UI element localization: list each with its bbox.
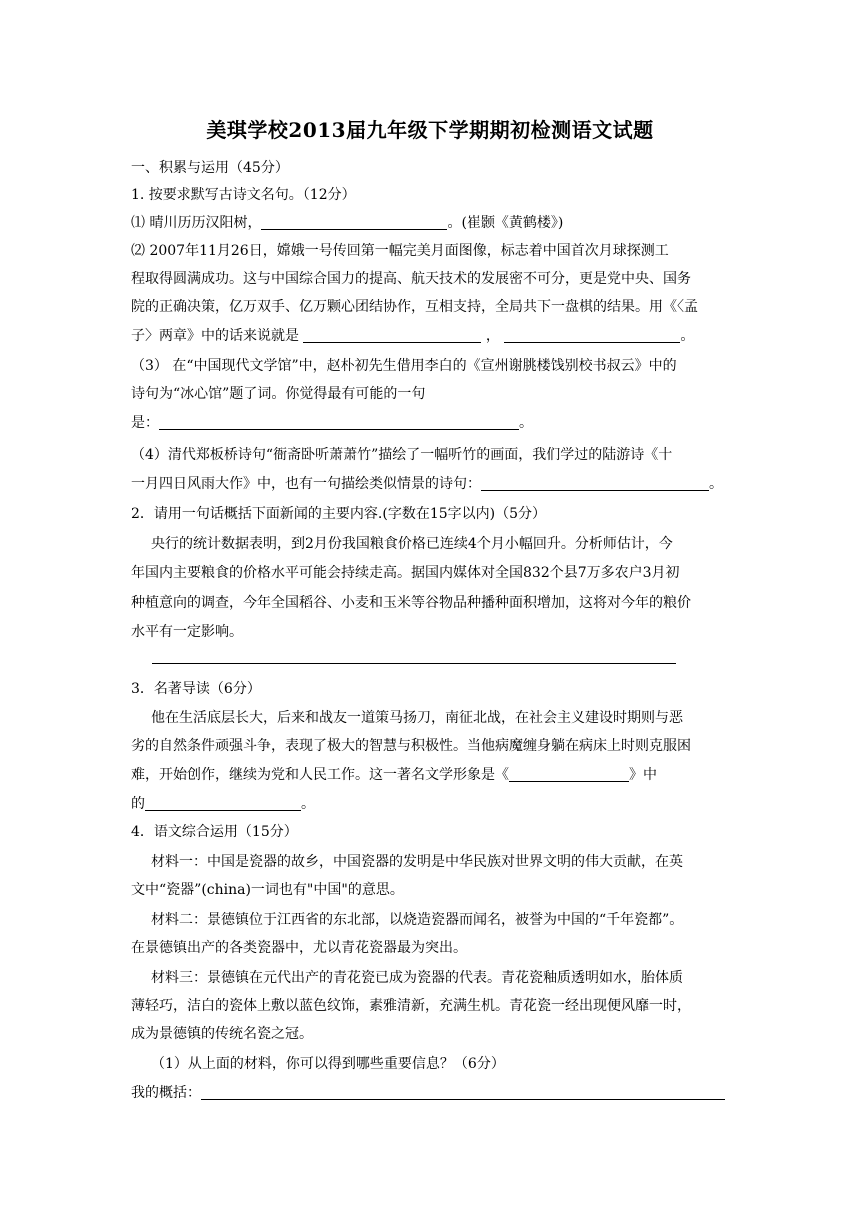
q1-part4-line2: [131, 474, 731, 494]
q2-passage-line4: 水平有一定影响。: [131, 624, 243, 640]
q1-part2-line3: 院的正确决策，亿万双手、亿万颗心团结协作，互相支持，全局共下一盘棋的结果。用《〈孟: [131, 299, 698, 315]
q1-part3-prompt: 是：: [131, 415, 159, 431]
q4-material3-line3: 成为景德镇的传统名瓷之冠。: [131, 1026, 313, 1042]
q3-prompt-end: 》中: [629, 767, 657, 783]
q2-passage-line2: 年国内主要粮食的价格水平可能会持续走高。据国内媒体对全国832个县7万多农户3月初: [131, 565, 680, 581]
answer-blank[interactable]: [145, 796, 301, 811]
q1-part2-line2: 程取得圆满成功。这与中国综合国力的提高、航天技术的发展密不可分，更是党中央、国务: [131, 271, 691, 287]
q4-material1-line1: 材料一：中国是瓷器的故乡，中国瓷器的发明是中华民族对世界文明的伟大贡献，在英: [151, 854, 683, 870]
period-text: 。: [301, 796, 315, 812]
q2-passage-line3: 种植意向的调查，今年全国稻谷、小麦和玉米等谷物品种播种面积增加，这将对今年的粮价: [131, 595, 691, 611]
summary-label: 我的概括：: [131, 1085, 201, 1101]
q3-passage-line4: [131, 794, 731, 814]
answer-blank[interactable]: [303, 328, 481, 343]
answer-blank[interactable]: [159, 415, 519, 430]
q3-prompt: 难，开始创作，继续为党和人民工作。这一著名文学形象是《: [131, 767, 509, 783]
answer-blank[interactable]: [481, 476, 709, 491]
q3-passage-line3: [131, 765, 731, 785]
q1-part3-line1: （3） 在“中国现代文学馆”中，赵朴初先生借用李白的《宣州谢朓楼饯别校书叔云》中的: [131, 358, 677, 374]
answer-blank[interactable]: [261, 215, 447, 230]
period-text: 。: [519, 415, 533, 431]
q3-heading: 3．名著导读（6分）: [131, 681, 261, 697]
q4-material2-line1: 材料二：景德镇位于江西省的东北部，以烧造瓷器而闻名，被誉为中国的“千年瓷都”。: [151, 912, 684, 928]
period-text: 。: [709, 476, 723, 492]
summary-answer-line[interactable]: [201, 1085, 725, 1100]
q4-heading: 4．语文综合运用（15分）: [131, 824, 298, 840]
q3-passage-line2: 劣的自然条件顽强斗争，表现了极大的智慧与积极性。当他病魔缠身躺在病床上时则克服困: [131, 738, 691, 754]
page-title: 美琪学校2013届九年级下学期期初检测语文试题: [206, 118, 654, 142]
q1-heading: 1. 按要求默写古诗文名句。（12分）: [131, 187, 356, 203]
comma-text: ，: [485, 328, 500, 344]
q1-part4-line1: （4）清代郑板桥诗句“衙斋卧听萧萧竹”描绘了一幅听竹的画面，我们学过的陆游诗《十: [131, 447, 673, 463]
q4-material1-line2: 文中“瓷器”(china)一词也有"中国"的意思。: [131, 882, 404, 898]
q4-summary-row: [131, 1083, 731, 1103]
q2-passage-line1: 央行的统计数据表明，到2月份我国粮食价格已连续4个月小幅回升。分析师估计，今: [151, 536, 673, 552]
q4-material3-line1: 材料三：景德镇在元代出产的青花瓷已成为瓷器的代表。青花瓷釉质透明如水，胎体质: [151, 970, 683, 986]
q2-answer-line[interactable]: [152, 663, 676, 664]
q3-prompt-2: 的: [131, 796, 145, 812]
q4-material2-line2: 在景德镇出产的各类瓷器中，尤以青花瓷器最为突出。: [131, 940, 467, 956]
q4-material3-line2: 薄轻巧，洁白的瓷体上敷以蓝色纹饰，素雅清新，充满生机。青花瓷一经出现便风靡一时，: [131, 998, 691, 1014]
q1-part3-line2: 诗句为“冰心馆”题了词。你觉得最有可能的一句: [131, 386, 426, 402]
q1-part2-prompt: 子〉两章》中的话来说就是: [131, 328, 299, 344]
q1-part3-line3: [131, 413, 731, 433]
q2-heading: 2．请用一句话概括下面新闻的主要内容.(字数在15字以内)（5分）: [131, 506, 547, 522]
answer-blank[interactable]: [504, 328, 680, 343]
q3-passage-line1: 他在生活底层长大，后来和战友一道策马扬刀，南征北战，在社会主义建设时期则与恶: [151, 710, 683, 726]
period-text: 。: [680, 328, 695, 344]
section-heading: 一、积累与运用（45分）: [131, 160, 289, 176]
q1-part2-line1: ⑵ 2007年11月26日，嫦娥一号传回第一幅完美月面图像，标志着中国首次月球探测工: [131, 243, 669, 259]
q4-subquestion1: （1）从上面的材料，你可以得到哪些重要信息？（6分）: [151, 1056, 505, 1072]
q1-part2-line4: [131, 326, 731, 346]
answer-blank[interactable]: [509, 767, 629, 782]
q1-part1: [131, 213, 731, 233]
q1-part4-prompt: 一月四日风雨大作》中，也有一句描绘类似情景的诗句：: [131, 476, 481, 492]
q1-part1-source: 。(崔颢《黄鹤楼》): [447, 215, 564, 231]
q1-part1-text: ⑴ 晴川历历汉阳树，: [131, 215, 262, 231]
